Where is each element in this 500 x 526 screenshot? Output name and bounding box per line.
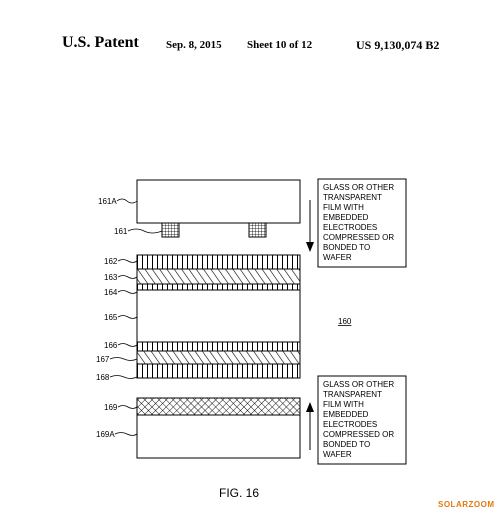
note-top-line: WAFER	[323, 253, 352, 262]
note-top-line: EMBEDDED	[323, 213, 369, 222]
assembly-ref-160: 160	[338, 317, 352, 326]
layer-168	[137, 364, 300, 378]
layer-167	[137, 351, 300, 364]
label-166: 166	[104, 341, 118, 350]
note-bottom-line: ELECTRODES	[323, 420, 378, 429]
label-167: 167	[96, 355, 110, 364]
patent-date: Sep. 8, 2015	[166, 39, 222, 51]
note-top-line: TRANSPARENT	[323, 193, 382, 202]
note-bottom-line: WAFER	[323, 450, 352, 459]
note-bottom-line: FILM WITH	[323, 400, 364, 409]
label-164: 164	[104, 288, 118, 297]
layer-164	[137, 284, 300, 290]
layer-169	[137, 398, 300, 415]
note-top-line: COMPRESSED OR	[323, 233, 395, 242]
down-arrow-icon	[306, 200, 314, 252]
layer-165	[137, 290, 300, 342]
label-163: 163	[104, 273, 118, 282]
label-161: 161	[114, 227, 128, 236]
label-161A: 161A	[98, 197, 117, 206]
label-162: 162	[104, 257, 118, 266]
note-bottom-line: EMBEDDED	[323, 410, 369, 419]
note-bottom-line: BONDED TO	[323, 440, 371, 449]
note-bottom-line: TRANSPARENT	[323, 390, 382, 399]
sheet-number: Sheet 10 of 12	[247, 39, 313, 51]
note-top-line: GLASS OR OTHER	[323, 183, 395, 192]
watermark: SOLARZOOM	[438, 500, 495, 509]
layer-163	[137, 269, 300, 284]
electrode-161-right	[249, 223, 266, 237]
label-169: 169	[104, 403, 118, 412]
note-top-line: FILM WITH	[323, 203, 364, 212]
electrode-161-left	[162, 223, 179, 237]
layer-161A	[137, 180, 300, 223]
label-165: 165	[104, 313, 118, 322]
label-169A: 169A	[96, 430, 115, 439]
layer-166	[137, 342, 300, 351]
layer-162	[137, 255, 300, 269]
patent-title: U.S. Patent	[62, 34, 139, 51]
note-top-line: ELECTRODES	[323, 223, 378, 232]
figure-caption: FIG. 16	[219, 486, 260, 500]
note-bottom-line: COMPRESSED OR	[323, 430, 395, 439]
note-top-line: BONDED TO	[323, 243, 371, 252]
note-bottom-line: GLASS OR OTHER	[323, 380, 395, 389]
label-168: 168	[96, 373, 110, 382]
layer-169A	[137, 415, 300, 458]
patent-number: US 9,130,074 B2	[356, 38, 440, 52]
up-arrow-icon	[306, 402, 314, 450]
